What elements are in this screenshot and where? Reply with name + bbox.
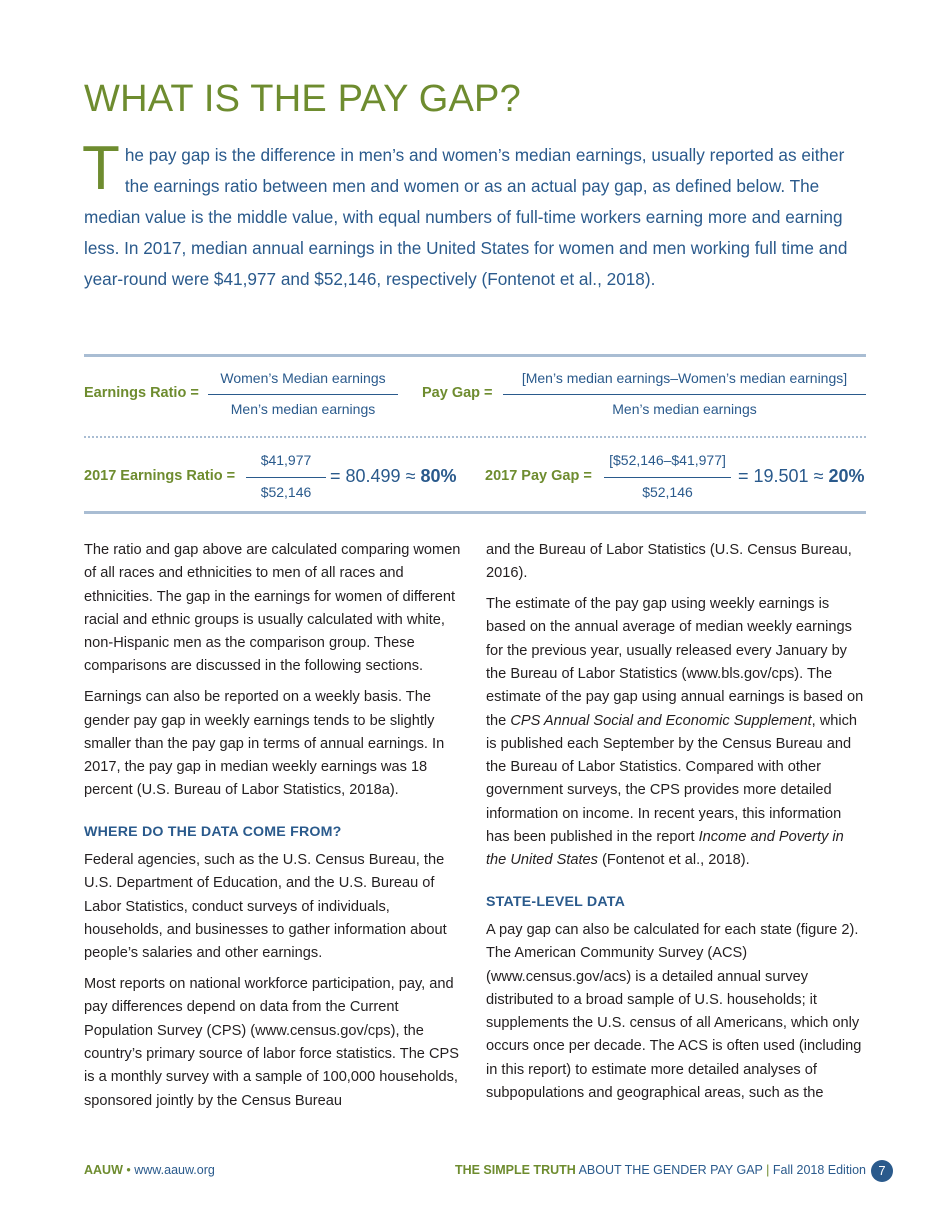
page-number-badge: 7 — [871, 1160, 893, 1182]
ratio-2017-fraction-bar — [246, 477, 326, 478]
footer-pipe: | — [762, 1163, 773, 1177]
gap-2017-fraction-bar — [604, 477, 731, 478]
drop-cap: T — [82, 134, 120, 203]
section-heading-state-level: STATE-LEVEL DATA — [486, 893, 626, 910]
footer-left — [84, 1163, 215, 1177]
gap-2017-denominator: $52,146 — [642, 484, 693, 500]
footer-brand: AAUW — [84, 1163, 123, 1177]
gap-2017-label: 2017 Pay Gap = — [485, 468, 592, 484]
earnings-ratio-denominator: Men’s median earnings — [230, 401, 376, 417]
ratio-2017-denominator: $52,146 — [260, 484, 312, 500]
left-paragraph-2: Earnings can also be reported on a weekly basis. The gender pay gap in weekly earnings tends to be slightly smaller than the pay gap in terms of annual earnings. In 2017, the pay gap in median weekly earnings was 18 percent (U.S. Bureau of Labor Statistics, 2018a). — [84, 689, 445, 799]
footer-separator: • — [126, 1163, 131, 1177]
left-paragraph-3: Federal agencies, such as the U.S. Census Bureau, the U.S. Department of Education, and the U.S. Bureau of Labor Statistics, conduct surveys of individuals, households, and businesses to gather information about people’s salaries and other earnings. — [84, 852, 447, 962]
pay-gap-label: Pay Gap = — [422, 385, 493, 401]
formula-dotted-divider — [84, 436, 866, 438]
page-title: WHAT IS THE PAY GAP? — [84, 78, 521, 120]
footer-right — [455, 1163, 866, 1177]
intro-paragraph — [82, 134, 868, 295]
left-paragraph-1: The ratio and gap above are calculated comparing women of all races and ethnicities to men of all races and ethnicities. The gap in the earnings for women of different racial and ethnic groups is usually calculated with white, non-Hispanic men as the comparison group. These comparisons are discussed in the following sections. — [84, 542, 461, 675]
right-paragraph-2: The estimate of the pay gap using weekly earnings is based on the annual average of median weekly earnings for the previous year, usually released every January by the Bureau of Labor Statistics (www.bls.gov/cps). The estimate of the pay gap using annual earnings is based on the CPS Annual Social and Economic Supplement, which is published each September by the Census Bureau and the Bureau of Labor Statistics. Compared with other government surveys, the CPS provides more detailed information on income. In recent years, this information has been published in the report Income and Poverty in the United States (Fontenot et al., 2018). — [486, 596, 864, 869]
earnings-ratio-label: Earnings Ratio = — [84, 385, 199, 401]
italic-income-poverty-report: Income and Poverty in the United States — [486, 829, 844, 869]
left-paragraph-4: Most reports on national workforce participation, pay, and pay differences depend on data from the Current Population Survey (CPS) (www.census.gov/cps), the country’s primary source of labor force statistics. The CPS is a monthly survey with a sample of 100,000 households, sponsored jointly by the Census Bureau — [84, 976, 459, 1109]
right-column — [486, 539, 868, 1113]
gap-2017-numerator: [$52,146–$41,977] — [609, 452, 726, 468]
ratio-2017-result: = 80.499 ≈ 80% — [330, 466, 457, 486]
pay-gap-numerator: [Men’s median earnings–Women’s median earnings] — [521, 370, 848, 386]
earnings-ratio-numerator: Women’s Median earnings — [220, 370, 386, 386]
gap-2017-result: = 19.501 ≈ 20% — [738, 466, 865, 486]
footer-publication-rest: ABOUT THE GENDER PAY GAP — [575, 1163, 763, 1177]
italic-cps-supplement: CPS Annual Social and Economic Supplement — [510, 712, 812, 729]
right-paragraph-1: and the Bureau of Labor Statistics (U.S. Census Bureau, 2016). — [486, 542, 852, 582]
pay-gap-denominator: Men’s median earnings — [612, 401, 757, 417]
left-column — [84, 539, 466, 1120]
footer-publication-bold: THE SIMPLE TRUTH — [454, 1163, 576, 1177]
intro-text: he pay gap is the difference in men’s and women’s median earnings, usually reported as either the earnings ratio between men and women or as an actual pay gap, as defined below. The median value is the middle value, with equal numbers of full-time workers earning more and earning less. In 2017, median annual earnings in the United States for women and men working full time and year-round were $41,977 and $52,146, respectively (Fontenot et al., 2018). — [84, 145, 848, 289]
right-paragraph-3: A pay gap can also be calculated for each state (figure 2). The American Community Survey (ACS) (www.census.gov/acs) is a detailed annual survey distributed to a broad sample of U.S. households; it supplements the U.S. census of all Americans, which only occurs once per decade. The ACS is often used (including in this report) to estimate more detailed analyses of subpopulations and geographical areas, such as the — [486, 921, 862, 1102]
section-heading-data-sources: WHERE DO THE DATA COME FROM? — [84, 823, 342, 840]
ratio-2017-label: 2017 Earnings Ratio = — [84, 468, 236, 484]
footer-edition: Fall 2018 Edition — [772, 1163, 866, 1177]
pay-gap-fraction-bar — [503, 394, 866, 395]
earnings-ratio-fraction-bar — [208, 394, 398, 395]
formula-box — [84, 354, 866, 514]
ratio-2017-numerator: $41,977 — [260, 452, 312, 468]
footer-url-link[interactable]: www.aauw.org — [134, 1163, 215, 1177]
